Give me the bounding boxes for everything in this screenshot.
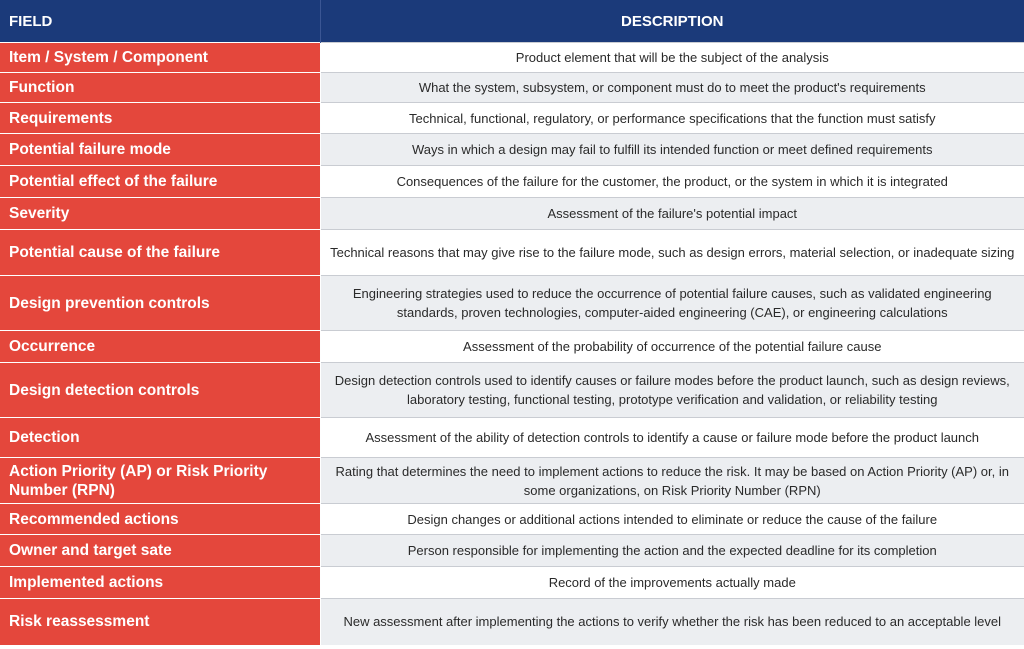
- table-row: [0, 599, 1024, 645]
- description-cell: Technical, functional, regulatory, or performance specifications that the function must satisfy: [320, 103, 1024, 134]
- description-cell: Ways in which a design may fail to fulfill its intended function or meet defined requirements: [320, 134, 1024, 166]
- table-body: [0, 43, 1024, 645]
- field-column-header: FIELD: [0, 0, 320, 43]
- table-row: [0, 73, 1024, 103]
- field-cell: Potential effect of the failure: [0, 166, 320, 198]
- field-cell: Potential cause of the failure: [0, 230, 320, 276]
- table-row: [0, 331, 1024, 363]
- table-row: [0, 418, 1024, 458]
- field-cell: Implemented actions: [0, 567, 320, 599]
- field-cell: Requirements: [0, 103, 320, 134]
- table-row: [0, 567, 1024, 599]
- header-row: [0, 0, 1024, 43]
- description-cell: Consequences of the failure for the customer, the product, or the system in which it is integrated: [320, 166, 1024, 198]
- description-cell: Record of the improvements actually made: [320, 567, 1024, 599]
- field-cell: Function: [0, 73, 320, 103]
- field-cell: Occurrence: [0, 331, 320, 363]
- table-row: [0, 166, 1024, 198]
- field-cell: Severity: [0, 198, 320, 230]
- table-row: [0, 458, 1024, 504]
- field-cell: Risk reassessment: [0, 599, 320, 645]
- description-column-header: DESCRIPTION: [320, 0, 1024, 43]
- table-row: [0, 276, 1024, 331]
- table-row: [0, 103, 1024, 134]
- field-cell: Action Priority (AP) or Risk Priority Number (RPN): [0, 458, 320, 504]
- field-cell: Recommended actions: [0, 504, 320, 535]
- field-cell: Item / System / Component: [0, 43, 320, 73]
- table-row: [0, 43, 1024, 73]
- description-cell: Design changes or additional actions intended to eliminate or reduce the cause of the failure: [320, 504, 1024, 535]
- description-cell: Person responsible for implementing the action and the expected deadline for its completion: [320, 535, 1024, 567]
- description-cell: New assessment after implementing the actions to verify whether the risk has been reduced to an acceptable level: [320, 599, 1024, 645]
- table-row: [0, 363, 1024, 418]
- table-header: [0, 0, 1024, 43]
- description-cell: Engineering strategies used to reduce the occurrence of potential failure causes, such as validated engineering standards, proven technologies, computer-aided engineering (CAE), or engineering calculations: [320, 276, 1024, 331]
- description-cell: What the system, subsystem, or component must do to meet the product's requirements: [320, 73, 1024, 103]
- description-cell: Rating that determines the need to implement actions to reduce the risk. It may be based on Action Priority (AP) or, in some organizations, on Risk Priority Number (RPN): [320, 458, 1024, 504]
- description-cell: Design detection controls used to identify causes or failure modes before the product launch, such as design reviews, laboratory testing, functional testing, prototype verification and validation, or reliability testing: [320, 363, 1024, 418]
- table-row: [0, 230, 1024, 276]
- table-row: [0, 134, 1024, 166]
- field-cell: Design detection controls: [0, 363, 320, 418]
- description-cell: Technical reasons that may give rise to the failure mode, such as design errors, material selection, or inadequate sizing: [320, 230, 1024, 276]
- field-cell: Potential failure mode: [0, 134, 320, 166]
- table-row: [0, 198, 1024, 230]
- table-row: [0, 535, 1024, 567]
- field-cell: Owner and target sate: [0, 535, 320, 567]
- field-cell: Design prevention controls: [0, 276, 320, 331]
- field-cell: Detection: [0, 418, 320, 458]
- description-cell: Assessment of the failure's potential impact: [320, 198, 1024, 230]
- description-cell: Assessment of the probability of occurrence of the potential failure cause: [320, 331, 1024, 363]
- table-row: [0, 504, 1024, 535]
- description-cell: Product element that will be the subject of the analysis: [320, 43, 1024, 73]
- description-cell: Assessment of the ability of detection controls to identify a cause or failure mode before the product launch: [320, 418, 1024, 458]
